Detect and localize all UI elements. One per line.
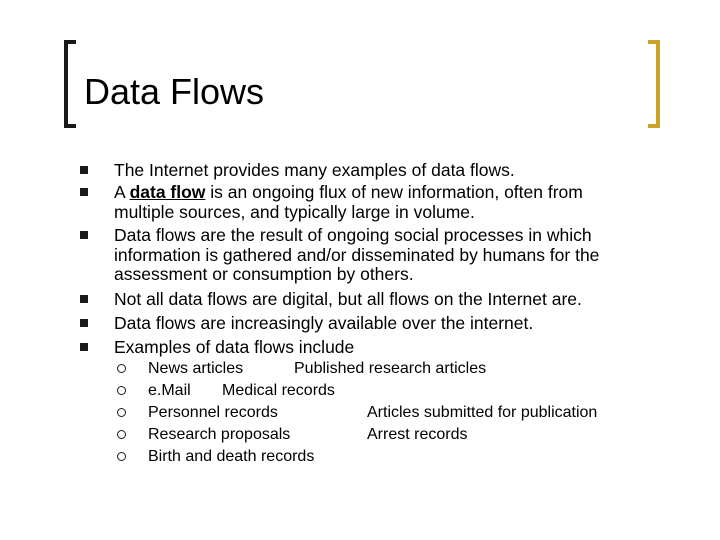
bullet-text-continued: information is gathered and/or disseminated by humans for the <box>114 245 600 265</box>
example-item: Medical records <box>222 382 335 399</box>
data-flow-term: data flow <box>129 182 206 202</box>
hollow-circle-bullet-icon <box>117 452 126 461</box>
bullet-text-continued: assessment or consumption by others. <box>114 264 414 284</box>
example-item: News articles <box>148 360 244 377</box>
right-bracket-decoration <box>648 40 660 128</box>
square-bullet-icon <box>80 188 88 196</box>
bullet-text: Data flows are the result of ongoing social processes in which <box>114 225 592 245</box>
square-bullet-icon <box>80 231 88 239</box>
square-bullet-icon <box>80 166 88 174</box>
example-item: Research proposals <box>148 426 291 443</box>
example-item: Published research articles <box>294 360 487 377</box>
square-bullet-icon <box>80 319 88 327</box>
bullet-text-continued: multiple sources, and typically large in volume. <box>114 202 475 222</box>
hollow-circle-bullet-icon <box>117 364 126 373</box>
bullet-text: Examples of data flows include <box>114 337 355 357</box>
example-item: Personnel records <box>148 404 278 421</box>
example-item: e.Mail <box>148 382 191 399</box>
slide-title: Data Flows <box>84 71 265 112</box>
bullet-text: Data flows are increasingly available over the internet. <box>114 313 534 333</box>
hollow-circle-bullet-icon <box>117 430 126 439</box>
hollow-circle-bullet-icon <box>117 408 126 417</box>
square-bullet-icon <box>80 343 88 351</box>
bullet-text: The Internet provides many examples of data flows. <box>114 160 515 180</box>
left-bracket-decoration <box>64 40 76 128</box>
example-item: Articles submitted for publication <box>367 404 598 421</box>
bullet-text: Not all data flows are digital, but all flows on the Internet are. <box>114 289 582 309</box>
example-item: Birth and death records <box>148 448 315 465</box>
square-bullet-icon <box>80 295 88 303</box>
hollow-circle-bullet-icon <box>117 386 126 395</box>
example-item: Arrest records <box>367 426 468 443</box>
bullet-text: A data flow is an ongoing flux of new information, often from <box>114 182 583 202</box>
